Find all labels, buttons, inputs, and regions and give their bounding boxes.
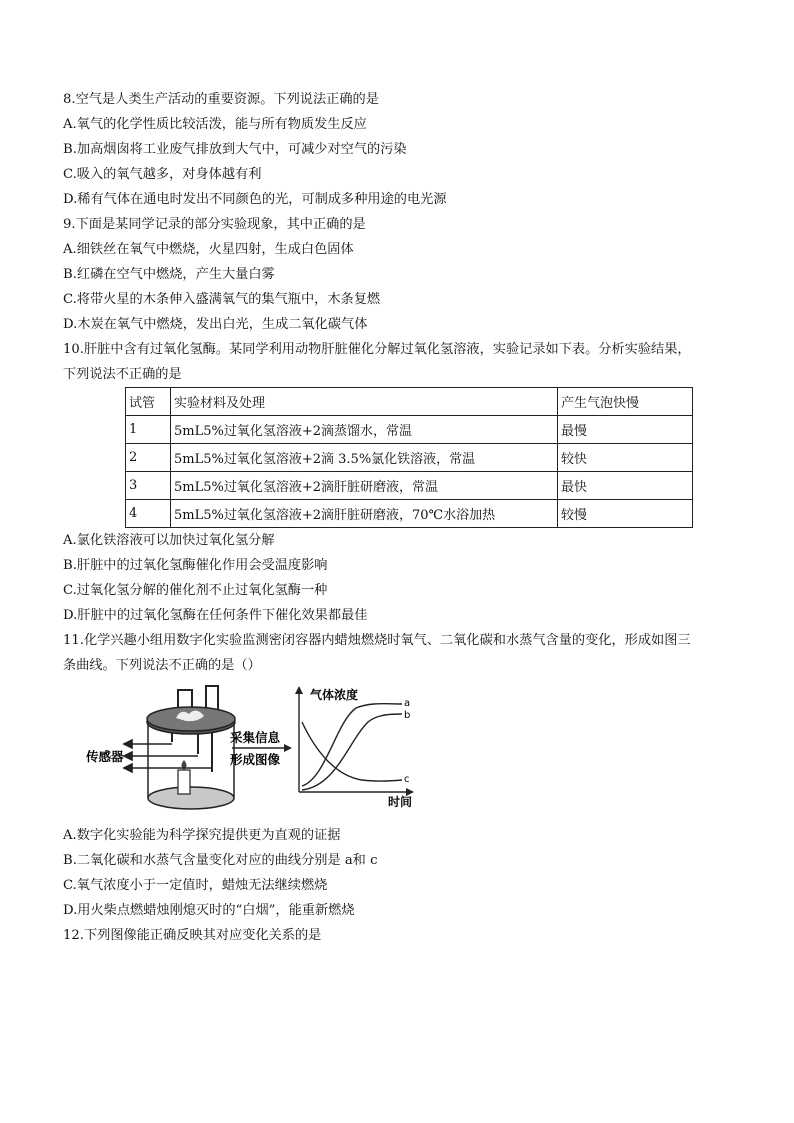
q8-option-d: D.稀有气体在通电时发出不同颜色的光，可制成多种用途的电光源 bbox=[63, 192, 447, 207]
q11-option-b: B.二氧化碳和水蒸气含量变化对应的曲线分别是 a和 c bbox=[63, 853, 378, 868]
table-row bbox=[126, 472, 693, 500]
q9-option-c: C.将带火星的木条伸入盛满氧气的集气瓶中，木条复燃 bbox=[63, 292, 381, 307]
table-cell: 5mL5%过氧化氢溶液+2滴肝脏研磨液，70℃水浴加热 bbox=[171, 500, 558, 528]
q8-option-b: B.加高烟囱将工业废气排放到大气中，可减少对空气的污染 bbox=[63, 142, 407, 157]
arrow-label-2: 形成图像 bbox=[230, 752, 281, 767]
q8-option-c: C.吸入的氧气越多，对身体越有利 bbox=[63, 167, 262, 182]
sealed-container bbox=[148, 724, 234, 809]
q8-stem: 8.空气是人类生产活动的重要资源。下列说法正确的是 bbox=[63, 92, 379, 107]
q11-stem-line1: 11.化学兴趣小组用数字化实验监测密闭容器内蜡烛燃烧时氧气、二氧化碳和水蒸气含量的变化，形成如图三 bbox=[63, 633, 691, 648]
table-row bbox=[126, 444, 693, 472]
process-arrow bbox=[230, 730, 292, 767]
q11-option-a: A.数字化实验能为科学探究提供更为直观的证据 bbox=[63, 828, 341, 843]
table-header-cell: 实验材料及处理 bbox=[171, 388, 558, 416]
q10-option-b: B.肝脏中的过氧化氢酶催化作用会受温度影响 bbox=[63, 558, 328, 573]
y-axis-label: 气体浓度 bbox=[310, 688, 359, 702]
table-header-cell: 产生气泡快慢 bbox=[558, 388, 693, 416]
curve-b-label: b bbox=[404, 710, 411, 721]
container-lid bbox=[147, 707, 235, 734]
sensor-label: 传感器 bbox=[86, 749, 124, 764]
curve-b bbox=[302, 714, 402, 790]
q9-option-b: B.红磷在空气中燃烧，产生大量白雾 bbox=[63, 267, 275, 282]
q8-option-a: A.氧气的化学性质比较活泼，能与所有物质发生反应 bbox=[63, 117, 367, 132]
table-cell: 5mL5%过氧化氢溶液+2滴 3.5%氯化铁溶液，常温 bbox=[171, 444, 558, 472]
q11-option-d: D.用火柴点燃蜡烛刚熄灭时的“白烟”，能重新燃烧 bbox=[63, 903, 355, 918]
table-cell: 较快 bbox=[558, 444, 693, 472]
table-cell: 较慢 bbox=[558, 500, 693, 528]
table-row bbox=[126, 416, 693, 444]
experiment-table bbox=[125, 387, 693, 528]
table-cell: 4 bbox=[126, 500, 171, 528]
candle-experiment-figure bbox=[86, 682, 426, 812]
q10-stem-line1: 10.肝脏中含有过氧化氢酶。某同学利用动物肝脏催化分解过氧化氢溶液，实验记录如下表。分析实验结果， bbox=[63, 342, 691, 357]
candle-icon bbox=[178, 760, 190, 794]
table-cell: 5mL5%过氧化氢溶液+2滴肝脏研磨液，常温 bbox=[171, 472, 558, 500]
concentration-graph bbox=[295, 686, 414, 809]
table-row bbox=[126, 500, 693, 528]
q12-stem: 12.下列图像能正确反映其对应变化关系的是 bbox=[63, 928, 322, 943]
x-axis-label: 时间 bbox=[388, 795, 413, 809]
table-cell: 3 bbox=[126, 472, 171, 500]
q9-option-d: D.木炭在氧气中燃烧，发出白光，生成二氧化碳气体 bbox=[63, 317, 368, 332]
curve-c-label: c bbox=[404, 774, 410, 785]
q10-stem-line2: 下列说法不正确的是 bbox=[63, 367, 182, 382]
q10-option-c: C.过氧化氢分解的催化剂不止过氧化氢酶一种 bbox=[63, 583, 328, 598]
q9-stem: 9.下面是某同学记录的部分实验现象，其中正确的是 bbox=[63, 217, 366, 232]
table-cell: 1 bbox=[126, 416, 171, 444]
q10-option-a: A.氯化铁溶液可以加快过氧化氢分解 bbox=[63, 533, 275, 548]
q9-option-a: A.细铁丝在氧气中燃烧，火星四射，生成白色固体 bbox=[63, 242, 354, 257]
arrow-label-1: 采集信息 bbox=[230, 730, 281, 745]
table-cell: 2 bbox=[126, 444, 171, 472]
q10-option-d: D.肝脏中的过氧化氢酶在任何条件下催化效果都最佳 bbox=[63, 608, 368, 623]
q11-option-c: C.氧气浓度小于一定值时，蜡烛无法继续燃烧 bbox=[63, 878, 328, 893]
table-header-cell: 试管 bbox=[126, 388, 171, 416]
table-cell: 最快 bbox=[558, 472, 693, 500]
q11-stem-line2: 条曲线。下列说法不正确的是（） bbox=[63, 658, 261, 673]
table-header-row bbox=[126, 388, 693, 416]
table-cell: 5mL5%过氧化氢溶液+2滴蒸馏水，常温 bbox=[171, 416, 558, 444]
table-cell: 最慢 bbox=[558, 416, 693, 444]
curve-a-label: a bbox=[404, 698, 411, 709]
